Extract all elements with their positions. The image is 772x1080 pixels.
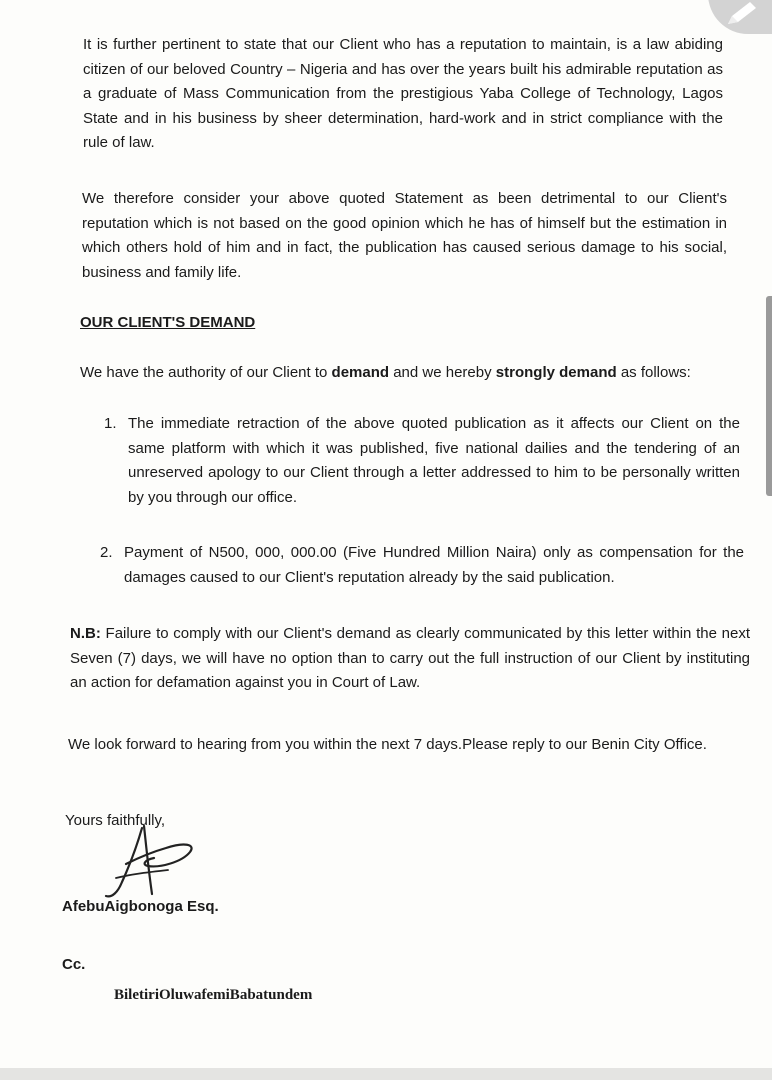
demand-intro-bold2: strongly demand (495, 364, 617, 381)
demand-intro-part3: as follows: (616, 364, 691, 381)
reply-request-paragraph: We look forward to hearing from you within the next 7 days.Please reply to our Benin City Office. (68, 736, 707, 753)
demand-item-text: The immediate retraction of the above quoted publication as it affects our Client on the same platform with which it was published, five national dailies and the tendering of an unreserved apology to our Client through a letter addressed to him to be personally written by you through our office. (128, 415, 740, 506)
demand-heading: OUR CLIENT'S DEMAND (80, 314, 256, 331)
demand-item-text: Payment of N500, 000, 000.00 (Five Hundred Million Naira) only as compensation for the damages caused to our Client's reputation already by the said publication. (124, 544, 744, 586)
demand-intro-part2: and we hereby (389, 364, 496, 381)
reputation-paragraph: It is further pertinent to state that our Client who has a reputation to maintain, is a law abiding citizen of our beloved Country – Nigeria and has over the years built his admirable reputation as a graduate of Mass Communication from the prestigious Yaba College of Technology, Lagos State and in his business by sheer determination, hard-work and in strict compliance with the rule of law. (83, 36, 723, 151)
cc-recipient: BiletiriOluwafemiBabatundem (114, 987, 313, 1003)
demand-item-payment (100, 541, 744, 590)
nb-paragraph (70, 622, 750, 696)
edit-button[interactable] (708, 0, 772, 34)
pencil-icon (724, 0, 760, 28)
demand-item-number: 2. (100, 544, 113, 561)
scrollbar-handle[interactable] (766, 296, 772, 496)
demand-intro (80, 361, 740, 386)
nb-label: N.B: (70, 625, 101, 642)
demand-intro-part1: We have the authority of our Client to (80, 364, 332, 381)
demand-item-retraction (104, 412, 740, 510)
signer-name: AfebuAigbonoga Esq. (62, 898, 219, 915)
demand-intro-bold1: demand (331, 364, 390, 381)
cc-label: Cc. (62, 956, 86, 973)
handwritten-signature (98, 822, 208, 900)
nb-text: Failure to comply with our Client's demand as clearly communicated by this letter within the next Seven (7) days, we will have no option than to carry out the full instruction of our Client by instituting an action for defamation against you in Court of Law. (70, 625, 750, 691)
demand-item-number: 1. (104, 415, 117, 432)
closing-salutation: Yours faithfully, (65, 812, 166, 829)
detriment-paragraph: We therefore consider your above quoted Statement as been detrimental to our Client's reputation which is not based on the good opinion which he has of himself but the estimation in which others hold of him and in fact, the publication has caused serious damage to his social, business and family life. (82, 190, 727, 281)
bottom-margin (0, 1068, 772, 1080)
